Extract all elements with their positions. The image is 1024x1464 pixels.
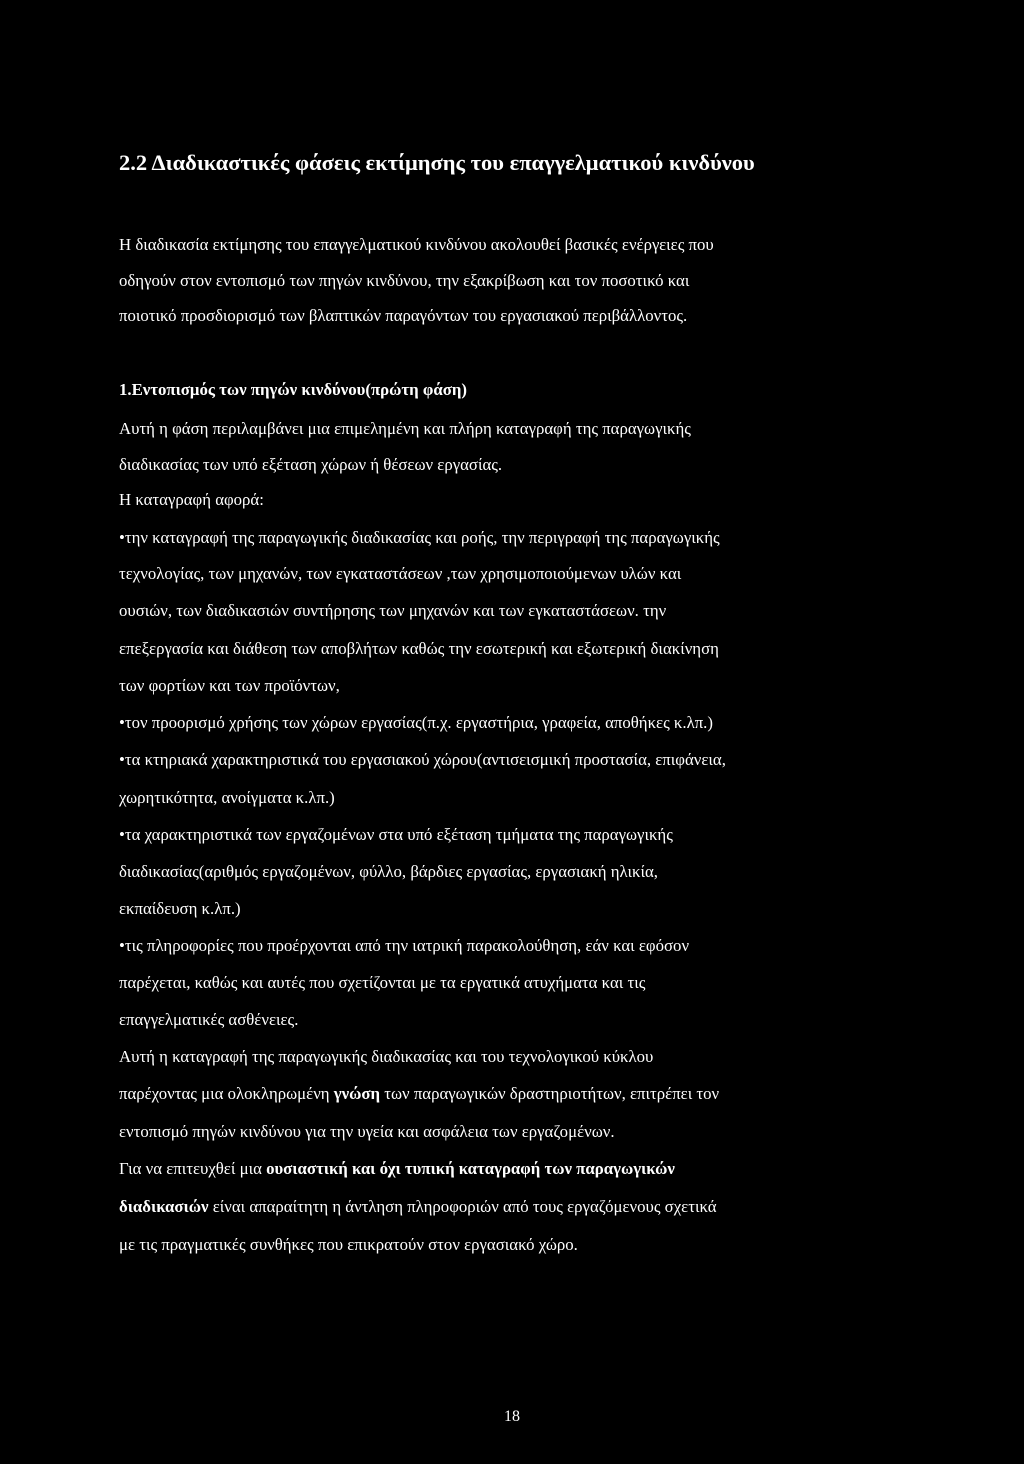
bullet-line: ουσιών, των διαδικασιών συντήρησης των μηχανών και των εγκαταστάσεων. την: [119, 601, 667, 620]
paragraph-line: παρέχοντας μια ολοκληρωμένη γνώση των παραγωγικών δραστηριοτήτων, επιτρέπει τον: [119, 1084, 720, 1103]
phase-text-line: Αυτή η φάση περιλαμβάνει μια επιμελημένη και πλήρη καταγραφή της παραγωγικής: [119, 419, 691, 438]
bullet-line: •τα κτηριακά χαρακτηριστικά του εργασιακού χώρου(αντισεισμική προστασία, επιφάνεια,: [119, 750, 726, 769]
intro-line: οδηγούν στον εντοπισμό των πηγών κινδύνου, την εξακρίβωση και τον ποσοτικό και: [119, 271, 690, 290]
bold-text: διαδικασιών: [119, 1197, 209, 1216]
bullet-line: •την καταγραφή της παραγωγικής διαδικασίας και ροής, την περιγραφή της παραγωγικής: [119, 528, 720, 547]
bullet-line: •τον προορισμό χρήσης των χώρων εργασίας(π.χ. εργαστήρια, γραφεία, αποθήκες κ.λπ.): [119, 713, 713, 732]
paragraph-line: εντοπισμό πηγών κινδύνου για την υγεία και ασφάλεια των εργαζομένων.: [119, 1122, 615, 1141]
bullet-line: χωρητικότητα, ανοίγματα κ.λπ.): [119, 788, 335, 807]
bullet-line: των φορτίων και των προϊόντων,: [119, 676, 340, 695]
bullet-line: παρέχεται, καθώς και αυτές που σχετίζονται με τα εργατικά ατυχήματα και τις: [119, 973, 646, 992]
phase-text-line: διαδικασίας των υπό εξέταση χώρων ή θέσεων εργασίας.: [119, 455, 503, 474]
intro-line: ποιοτικό προσδιορισμό των βλαπτικών παραγόντων του εργασιακού περιβάλλοντος.: [119, 306, 688, 325]
intro-line: Η διαδικασία εκτίμησης του επαγγελματικού κινδύνου ακολουθεί βασικές ενέργειες που: [119, 235, 714, 254]
paragraph-line: διαδικασιών είναι απαραίτητη η άντληση πληροφοριών από τους εργαζόμενους σχετικά: [119, 1197, 717, 1216]
bold-text: γνώση: [333, 1084, 381, 1103]
paragraph-line: Για να επιτευχθεί μια ουσιαστική και όχι τυπική καταγραφή των παραγωγικών: [119, 1159, 675, 1178]
bullet-line: τεχνολογίας, των μηχανών, των εγκαταστάσεων ,των χρησιμοποιούμενων υλών και: [119, 564, 682, 583]
paragraph-line: με τις πραγματικές συνθήκες που επικρατούν στον εργασιακό χώρο.: [119, 1235, 578, 1254]
section-heading: 2.2 Διαδικαστικές φάσεις εκτίμησης του επαγγελματικού κινδύνου: [119, 150, 755, 175]
paragraph-line: Αυτή η καταγραφή της παραγωγικής διαδικασίας και του τεχνολογικού κύκλου: [119, 1047, 654, 1066]
bullet-line: •τις πληροφορίες που προέρχονται από την ιατρική παρακολούθηση, εάν και εφόσον: [119, 936, 690, 955]
bold-text: ουσιαστική και όχι τυπική καταγραφή των παραγωγικών: [266, 1159, 675, 1178]
bullet-line: διαδικασίας(αριθμός εργαζομένων, φύλλο, βάρδιες εργασίας, εργασιακή ηλικία,: [119, 862, 658, 881]
phase-title: 1.Εντοπισμός των πηγών κινδύνου(πρώτη φάση): [119, 380, 467, 399]
bullet-line: εκπαίδευση κ.λπ.): [119, 899, 241, 918]
bullet-line: •τα χαρακτηριστικά των εργαζομένων στα υπό εξέταση τμήματα της παραγωγικής: [119, 825, 673, 844]
concerns-label: Η καταγραφή αφορά:: [119, 490, 264, 509]
bullet-line: επεξεργασία και διάθεση των αποβλήτων καθώς την εσωτερική και εξωτερική διακίνηση: [119, 639, 719, 658]
bullet-line: επαγγελματικές ασθένειες.: [119, 1010, 299, 1029]
page-number: 18: [504, 1408, 520, 1425]
